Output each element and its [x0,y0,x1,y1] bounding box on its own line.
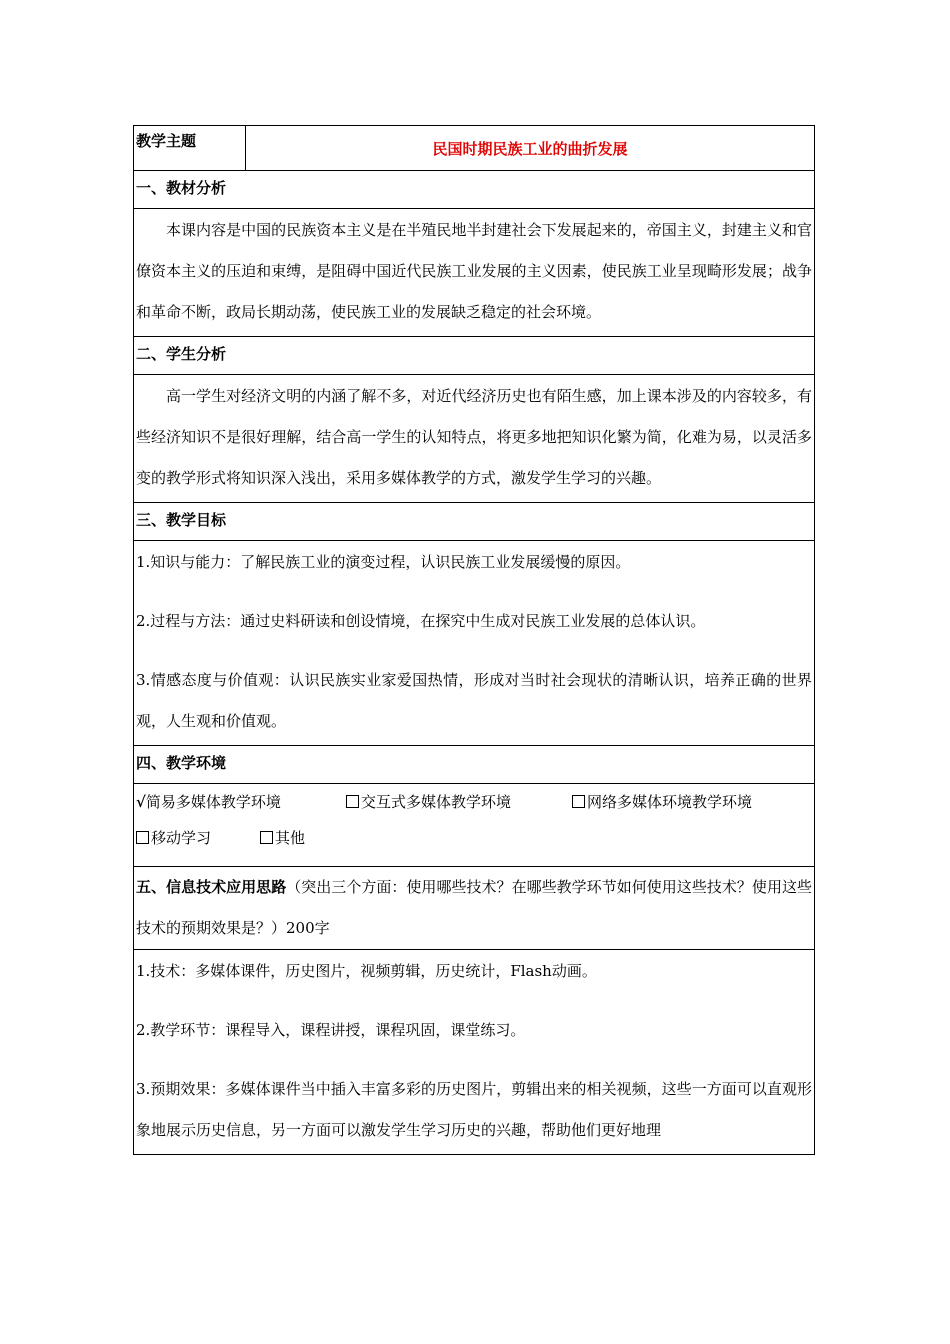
topic-row [134,126,815,171]
student-analysis-text: 高一学生对经济文明的内涵了解不多，对近代经济历史也有陌生感，加上课本涉及的内容较多，有些经济知识不是很好理解，结合高一学生的认知特点，将更多地把知识化繁为简，化难为易，以灵活多变的教学形式将知识深入浅出，采用多媒体教学的方式，激发学生学习的兴趣。 [136,387,812,487]
it-application-cell [134,950,815,1155]
checkmark-icon: √ [136,793,146,811]
it-application-item: 3.预期效果：多媒体课件当中插入丰富多彩的历史图片，剪辑出来的相关视频，这些一方面可以直观形象地展示历史信息，另一方面可以激发学生学习历史的兴趣，帮助他们更好地理 [136,1080,812,1139]
lesson-plan-table [133,125,815,1155]
checkbox-empty-icon [260,831,273,844]
section-body-row [134,209,815,337]
section-heading-row [134,746,815,784]
objective-item: 2.过程与方法：通过史料研读和创设情境，在探究中生成对民族工业发展的总体认识。 [136,612,706,630]
textbook-analysis-text: 本课内容是中国的民族资本主义是在半殖民地半封建社会下发展起来的，帝国主义，封建主义和官僚资本主义的压迫和束缚，是阻碍中国近代民族工业发展的主义因素，使民族工业呈现畸形发展；战争和革命不断，政局长期动荡，使民族工业的发展缺乏稳定的社会环境。 [136,221,812,321]
section-heading-row [134,867,815,950]
section-heading-teaching-environment: 四、教学环境 [134,746,815,784]
option-simple-multimedia[interactable] [136,784,346,820]
it-application-note: （突出三个方面：使用哪些技术？在哪些教学环节如何使用这些技术？使用这些技术的预期效果是？）200字 [136,878,812,937]
section-heading-textbook-analysis: 一、教材分析 [134,171,815,209]
lesson-title: 民国时期民族工业的曲折发展 [246,126,815,171]
topic-label: 教学主题 [134,126,246,171]
section-body-cell [134,375,815,503]
environment-options-cell [134,784,815,867]
section-heading-row [134,171,815,209]
environment-options-line-2 [136,820,812,856]
section-heading-student-analysis: 二、学生分析 [134,337,815,375]
section-body-row [134,541,815,746]
it-application-item: 1.技术：多媒体课件，历史图片，视频剪辑，历史统计，Flash动画。 [136,962,597,980]
it-application-heading: 五、信息技术应用思路 [136,878,287,896]
option-other[interactable] [260,820,305,856]
section-heading-it-application [134,867,815,950]
checkbox-empty-icon [136,831,149,844]
option-label: 网络多媒体环境教学环境 [587,793,753,811]
section-heading-row [134,337,815,375]
objective-item: 1.知识与能力：了解民族工业的演变过程，认识民族工业发展缓慢的原因。 [136,553,631,571]
section-body-row [134,375,815,503]
it-application-heading-line [136,867,812,949]
checkbox-empty-icon [346,795,359,808]
objectives-cell [134,541,815,746]
environment-options-line-1 [136,784,812,820]
option-label: 移动学习 [151,829,212,847]
option-label: 简易多媒体教学环境 [145,793,281,811]
option-mobile-learning[interactable] [136,820,260,856]
option-label: 其他 [275,829,306,847]
checkbox-empty-icon [572,795,585,808]
section-body-cell [134,209,815,337]
section-body-row [134,784,815,867]
it-application-item: 2.教学环节：课程导入，课程讲授，课程巩固，课堂练习。 [136,1021,526,1039]
section-body-row [134,950,815,1155]
section-heading-teaching-objectives: 三、教学目标 [134,503,815,541]
section-heading-row [134,503,815,541]
option-label: 交互式多媒体教学环境 [361,793,512,811]
option-network-multimedia[interactable] [572,784,752,820]
option-interactive-multimedia[interactable] [346,784,572,820]
objective-item: 3.情感态度与价值观：认识民族实业家爱国热情，形成对当时社会现状的清晰认识，培养正确的世界观，人生观和价值观。 [136,671,812,730]
